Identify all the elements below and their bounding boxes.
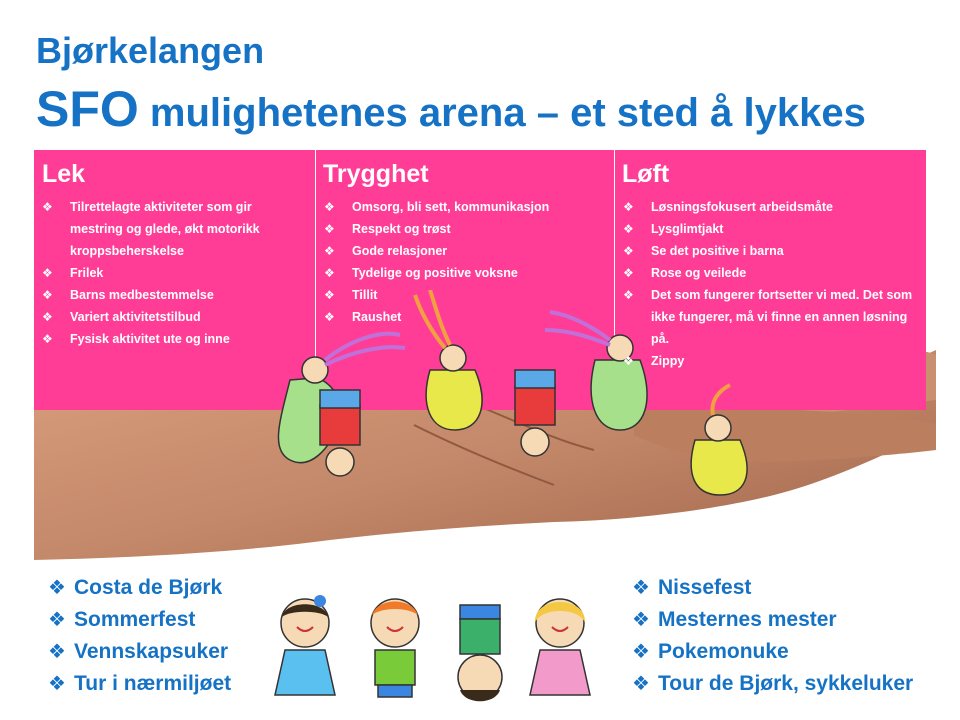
list-item: ❖ Tillit <box>324 288 378 302</box>
list-item: ❖ Vennskapsuker <box>48 640 229 663</box>
list-item: ❖ Mesternes mester <box>632 608 837 631</box>
list-item: ❖ Tour de Bjørk, sykkeluker <box>632 672 914 695</box>
cartoon-kids-illustration <box>260 590 620 720</box>
title-line2 <box>36 80 866 138</box>
list-item: ❖ Variert aktivitetstilbud <box>42 310 201 324</box>
title-subtitle: mulighetenes arena – et sted å lykkes <box>138 91 866 135</box>
list-item: ❖ Fysisk aktivitet ute og inne <box>42 332 230 346</box>
list-item: ❖ Costa de Bjørk <box>48 576 223 599</box>
events-left-list <box>46 572 231 700</box>
list-item: ❖ Løsningsfokusert arbeidsmåte <box>623 200 833 214</box>
list-item: ❖ Sommerfest <box>48 608 196 631</box>
trygghet-title: Trygghet <box>323 160 429 188</box>
list-item: ❖ Tydelige og positive voksne <box>324 266 518 280</box>
lek-list <box>36 196 298 350</box>
list-item: ❖ Pokemonuke <box>632 640 789 663</box>
title-sfo: SFO <box>36 81 139 137</box>
trygghet-list <box>318 196 598 328</box>
title-line1: Bjørkelangen <box>36 30 265 71</box>
list-item: ❖ Tilrettelagte aktiviteter som gir mestring og glede, økt motorikk kroppsbeherskelse <box>42 200 260 258</box>
loft-list <box>617 196 915 372</box>
list-item: ❖ Zippy <box>623 354 685 368</box>
list-item: ❖ Nissefest <box>632 576 752 599</box>
list-item: ❖ Lysglimtjakt <box>623 222 724 236</box>
list-item: ❖ Raushet <box>324 310 402 324</box>
list-item: ❖ Barns medbestemmelse <box>42 288 214 302</box>
lek-title: Lek <box>42 160 86 188</box>
list-item: ❖ Rose og veilede <box>623 266 747 280</box>
list-item: ❖ Gode relasjoner <box>324 244 448 258</box>
events-right-list <box>630 572 913 700</box>
list-item: ❖ Respekt og trøst <box>324 222 451 236</box>
list-item: ❖ Omsorg, bli sett, kommunikasjon <box>324 200 550 214</box>
list-item: ❖ Det som fungerer fortsetter vi med. Det som ikke fungerer, må vi finne en annen løsning på. <box>623 288 913 346</box>
loft-title: Løft <box>622 160 670 188</box>
list-item: ❖ Se det positive i barna <box>623 244 784 258</box>
list-item: ❖ Frilek <box>42 266 104 280</box>
list-item: ❖ Tur i nærmiljøet <box>48 672 232 695</box>
